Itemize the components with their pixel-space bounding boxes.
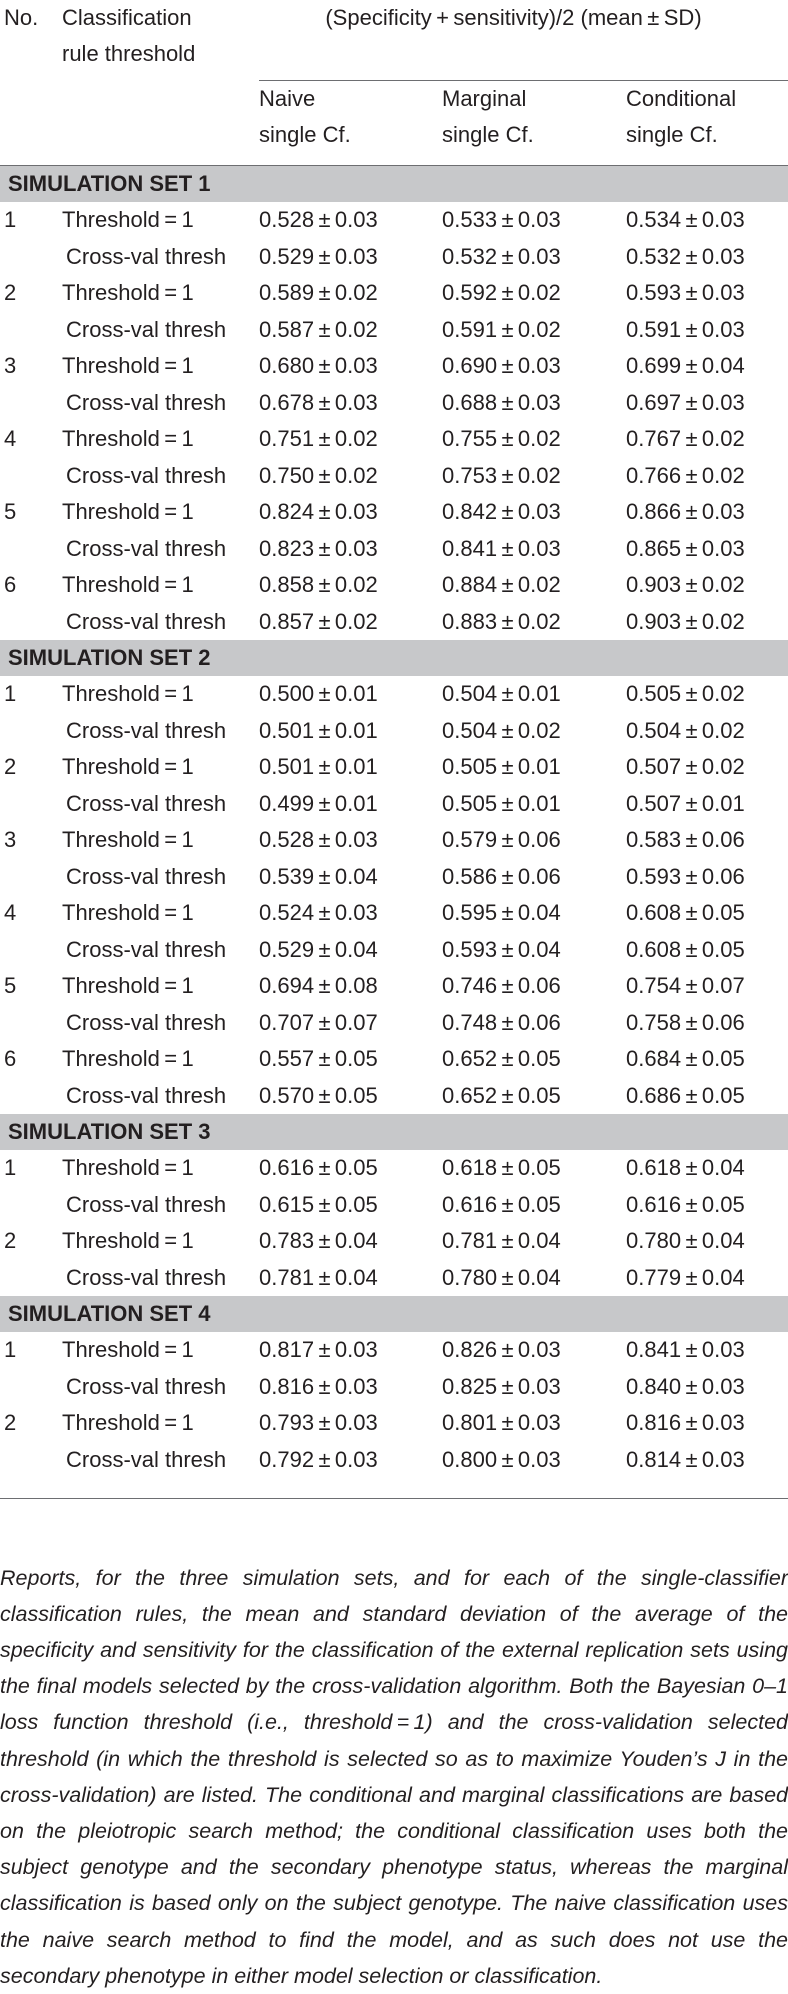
marginal-value: 0.532 ± 0.03 [442, 243, 561, 269]
table-row [0, 385, 788, 422]
marginal-value: 0.595 ± 0.04 [442, 900, 561, 925]
row-number [0, 1442, 62, 1479]
table-row [0, 676, 788, 713]
naive-value: 0.616 ± 0.05 [259, 1155, 378, 1180]
naive-value: 0.570 ± 0.05 [259, 1082, 378, 1108]
table-row [0, 786, 788, 823]
rule-cell: Cross-val thresh [66, 389, 227, 415]
header-rule [62, 0, 259, 81]
rule-cell: Threshold = 1 [62, 426, 194, 451]
row-number: 6 [4, 572, 17, 597]
conditional-value: 0.903 ± 0.02 [626, 608, 745, 634]
marginal-value: 0.841 ± 0.03 [442, 535, 561, 561]
marginal-value: 0.690 ± 0.03 [442, 353, 561, 378]
rule-cell: Cross-val thresh [66, 316, 227, 342]
table-row [0, 421, 788, 458]
naive-value: 0.781 ± 0.04 [259, 1264, 378, 1290]
row-number [0, 786, 62, 823]
row-number [0, 1005, 62, 1042]
rule-cell: Cross-val thresh [66, 790, 227, 816]
table-row [0, 859, 788, 896]
row-number [0, 239, 62, 276]
conditional-value: 0.841 ± 0.03 [626, 1337, 745, 1362]
header-conditional-line2: single Cf. [626, 122, 718, 147]
table-row [0, 604, 788, 641]
row-number: 4 [4, 426, 17, 451]
conditional-value: 0.903 ± 0.02 [626, 572, 745, 597]
table-row [0, 312, 788, 349]
rule-cell: Threshold = 1 [62, 1410, 194, 1435]
conditional-value: 0.532 ± 0.03 [626, 243, 745, 269]
table-header [0, 0, 788, 166]
marginal-value: 0.780 ± 0.04 [442, 1264, 561, 1290]
table-bottom-rule [0, 1478, 788, 1499]
marginal-value: 0.800 ± 0.03 [442, 1446, 561, 1472]
row-number [0, 531, 62, 568]
row-number: 1 [4, 1337, 17, 1362]
table-caption: Reports, for the three simulation sets, and for each of the single-classifier classification rules, the mean and standard deviation of the average of the specificity and sensitivity for the classification of the external replication sets using the final models selected by the cross-validation algorithm. Both the Bayesian 0–1 loss function threshold (i.e., threshold = 1) and the cross-validation selected threshold (in which the threshold is selected so as to maximize Youden’s J in the cross-validation) are listed. The conditional and marginal classifications are based on the pleiotropic search method; the conditional classification uses both the subject genotype and the secondary phenotype status, whereas the marginal classification is based only on the subject genotype. The naive classification uses the naive search method to find the model, and as such does not use the secondary phenotype in either model selection or classification. [0, 1565, 788, 1988]
conditional-value: 0.814 ± 0.03 [626, 1446, 745, 1472]
rule-cell: Cross-val thresh [66, 1264, 227, 1290]
header-rule-line2: rule threshold [62, 41, 196, 66]
section-row [0, 640, 788, 676]
row-number [0, 458, 62, 495]
marginal-value: 0.826 ± 0.03 [442, 1337, 561, 1362]
header-naive-line1: Naive [259, 86, 316, 111]
row-number: 2 [4, 280, 17, 305]
rule-cell: Cross-val thresh [66, 717, 227, 743]
conditional-value: 0.766 ± 0.02 [626, 462, 745, 488]
rule-cell: Cross-val thresh [66, 535, 227, 561]
row-number: 2 [4, 1228, 17, 1253]
rule-cell: Threshold = 1 [62, 207, 194, 232]
conditional-value: 0.697 ± 0.03 [626, 389, 745, 415]
table-row [0, 1405, 788, 1442]
table-body [0, 166, 788, 1499]
header-marginal [442, 81, 626, 154]
conditional-value: 0.583 ± 0.06 [626, 827, 745, 852]
header-marginal-line2: single Cf. [442, 122, 534, 147]
naive-value: 0.557 ± 0.05 [259, 1046, 378, 1071]
naive-value: 0.500 ± 0.01 [259, 681, 378, 706]
conditional-value: 0.608 ± 0.05 [626, 936, 745, 962]
table-row [0, 822, 788, 859]
row-number: 2 [4, 1410, 17, 1435]
row-number: 3 [4, 353, 17, 378]
table-row [0, 1078, 788, 1115]
rule-cell: Cross-val thresh [66, 1082, 227, 1108]
naive-value: 0.524 ± 0.03 [259, 900, 378, 925]
conditional-value: 0.780 ± 0.04 [626, 1228, 745, 1253]
row-number: 3 [4, 827, 17, 852]
conditional-value: 0.507 ± 0.01 [626, 790, 745, 816]
section-row [0, 166, 788, 203]
rule-cell: Cross-val thresh [66, 936, 227, 962]
rule-cell: Cross-val thresh [66, 1446, 227, 1472]
naive-value: 0.858 ± 0.02 [259, 572, 378, 597]
marginal-value: 0.842 ± 0.03 [442, 499, 561, 524]
conditional-value: 0.608 ± 0.05 [626, 900, 745, 925]
naive-value: 0.823 ± 0.03 [259, 535, 378, 561]
row-number: 1 [4, 207, 17, 232]
marginal-value: 0.505 ± 0.01 [442, 754, 561, 779]
row-number [0, 932, 62, 969]
marginal-value: 0.884 ± 0.02 [442, 572, 561, 597]
naive-value: 0.539 ± 0.04 [259, 863, 378, 889]
marginal-value: 0.753 ± 0.02 [442, 462, 561, 488]
table-row [0, 1150, 788, 1187]
conditional-value: 0.534 ± 0.03 [626, 207, 745, 232]
header-no: No. [4, 5, 39, 30]
table-row [0, 1187, 788, 1224]
rule-cell: Threshold = 1 [62, 499, 194, 524]
table-row [0, 1041, 788, 1078]
rule-cell: Threshold = 1 [62, 1337, 194, 1362]
section-title: SIMULATION SET 1 [0, 166, 788, 203]
marginal-value: 0.801 ± 0.03 [442, 1410, 561, 1435]
table-row [0, 1005, 788, 1042]
row-number: 1 [4, 681, 17, 706]
table-row [0, 1223, 788, 1260]
conditional-value: 0.779 ± 0.04 [626, 1264, 745, 1290]
table-row [0, 1332, 788, 1369]
naive-value: 0.501 ± 0.01 [259, 717, 378, 743]
naive-value: 0.783 ± 0.04 [259, 1228, 378, 1253]
marginal-value: 0.781 ± 0.04 [442, 1228, 561, 1253]
marginal-value: 0.504 ± 0.01 [442, 681, 561, 706]
naive-value: 0.680 ± 0.03 [259, 353, 378, 378]
marginal-value: 0.592 ± 0.02 [442, 280, 561, 305]
table-row [0, 749, 788, 786]
marginal-value: 0.618 ± 0.05 [442, 1155, 561, 1180]
naive-value: 0.589 ± 0.02 [259, 280, 378, 305]
section-row [0, 1114, 788, 1150]
header-metric: (Specificity + sensitivity)/2 (mean ± SD) [325, 5, 702, 30]
row-number: 6 [4, 1046, 17, 1071]
conditional-value: 0.699 ± 0.04 [626, 353, 745, 378]
naive-value: 0.816 ± 0.03 [259, 1373, 378, 1399]
naive-value: 0.707 ± 0.07 [259, 1009, 378, 1035]
section-title: SIMULATION SET 3 [0, 1114, 788, 1150]
naive-value: 0.587 ± 0.02 [259, 316, 378, 342]
naive-value: 0.501 ± 0.01 [259, 754, 378, 779]
naive-value: 0.528 ± 0.03 [259, 207, 378, 232]
marginal-value: 0.616 ± 0.05 [442, 1191, 561, 1217]
naive-value: 0.678 ± 0.03 [259, 389, 378, 415]
naive-value: 0.529 ± 0.03 [259, 243, 378, 269]
marginal-value: 0.652 ± 0.05 [442, 1046, 561, 1071]
conditional-value: 0.504 ± 0.02 [626, 717, 745, 743]
rule-cell: Threshold = 1 [62, 681, 194, 706]
section-title: SIMULATION SET 4 [0, 1296, 788, 1332]
rule-cell: Threshold = 1 [62, 754, 194, 779]
conditional-value: 0.816 ± 0.03 [626, 1410, 745, 1435]
rule-cell: Cross-val thresh [66, 1191, 227, 1217]
conditional-value: 0.593 ± 0.06 [626, 863, 745, 889]
rule-cell: Threshold = 1 [62, 1046, 194, 1071]
marginal-value: 0.504 ± 0.02 [442, 717, 561, 743]
row-number: 2 [4, 754, 17, 779]
table-row [0, 239, 788, 276]
header-conditional-line1: Conditional [626, 86, 737, 111]
row-number: 5 [4, 499, 17, 524]
marginal-value: 0.746 ± 0.06 [442, 973, 561, 998]
table-row [0, 458, 788, 495]
table-row [0, 275, 788, 312]
rule-cell: Threshold = 1 [62, 1155, 194, 1180]
rule-cell: Threshold = 1 [62, 900, 194, 925]
conditional-value: 0.767 ± 0.02 [626, 426, 745, 451]
rule-cell: Cross-val thresh [66, 1373, 227, 1399]
marginal-value: 0.755 ± 0.02 [442, 426, 561, 451]
table-row [0, 531, 788, 568]
row-number: 4 [4, 900, 17, 925]
rule-cell: Cross-val thresh [66, 243, 227, 269]
rule-cell: Cross-val thresh [66, 1009, 227, 1035]
conditional-value: 0.505 ± 0.02 [626, 681, 745, 706]
naive-value: 0.857 ± 0.02 [259, 608, 378, 634]
naive-value: 0.529 ± 0.04 [259, 936, 378, 962]
rule-cell: Threshold = 1 [62, 572, 194, 597]
table-row [0, 895, 788, 932]
naive-value: 0.751 ± 0.02 [259, 426, 378, 451]
marginal-value: 0.593 ± 0.04 [442, 936, 561, 962]
row-number [0, 1187, 62, 1224]
marginal-value: 0.533 ± 0.03 [442, 207, 561, 232]
conditional-value: 0.865 ± 0.03 [626, 535, 745, 561]
table-row [0, 968, 788, 1005]
marginal-value: 0.586 ± 0.06 [442, 863, 561, 889]
table-row [0, 1260, 788, 1297]
naive-value: 0.824 ± 0.03 [259, 499, 378, 524]
naive-value: 0.499 ± 0.01 [259, 790, 378, 816]
row-number [0, 604, 62, 641]
conditional-value: 0.686 ± 0.05 [626, 1082, 745, 1108]
section-row [0, 1296, 788, 1332]
row-number [0, 859, 62, 896]
conditional-value: 0.684 ± 0.05 [626, 1046, 745, 1071]
header-conditional [626, 81, 788, 154]
marginal-value: 0.748 ± 0.06 [442, 1009, 561, 1035]
row-number [0, 312, 62, 349]
rule-cell: Cross-val thresh [66, 608, 227, 634]
header-rule-line1: Classification [62, 5, 192, 30]
table-row [0, 1369, 788, 1406]
rule-cell: Threshold = 1 [62, 827, 194, 852]
conditional-value: 0.840 ± 0.03 [626, 1373, 745, 1399]
naive-value: 0.750 ± 0.02 [259, 462, 378, 488]
row-number [0, 385, 62, 422]
marginal-value: 0.883 ± 0.02 [442, 608, 561, 634]
row-number: 5 [4, 973, 17, 998]
rule-cell: Threshold = 1 [62, 353, 194, 378]
rule-cell: Cross-val thresh [66, 462, 227, 488]
marginal-value: 0.505 ± 0.01 [442, 790, 561, 816]
naive-value: 0.817 ± 0.03 [259, 1337, 378, 1362]
conditional-value: 0.616 ± 0.05 [626, 1191, 745, 1217]
header-marginal-line1: Marginal [442, 86, 527, 111]
row-number [0, 1369, 62, 1406]
marginal-value: 0.591 ± 0.02 [442, 316, 561, 342]
header-naive-line2: single Cf. [259, 122, 351, 147]
row-number [0, 1078, 62, 1115]
table-row [0, 567, 788, 604]
table-row [0, 202, 788, 239]
conditional-value: 0.758 ± 0.06 [626, 1009, 745, 1035]
conditional-value: 0.866 ± 0.03 [626, 499, 745, 524]
table-row [0, 932, 788, 969]
rule-cell: Threshold = 1 [62, 1228, 194, 1253]
header-naive [259, 81, 442, 154]
conditional-value: 0.618 ± 0.04 [626, 1155, 745, 1180]
marginal-value: 0.825 ± 0.03 [442, 1373, 561, 1399]
naive-value: 0.528 ± 0.03 [259, 827, 378, 852]
rule-cell: Threshold = 1 [62, 973, 194, 998]
row-number: 1 [4, 1155, 17, 1180]
naive-value: 0.793 ± 0.03 [259, 1410, 378, 1435]
section-title: SIMULATION SET 2 [0, 640, 788, 676]
table-row [0, 494, 788, 531]
table-row [0, 1442, 788, 1479]
marginal-value: 0.688 ± 0.03 [442, 389, 561, 415]
conditional-value: 0.593 ± 0.03 [626, 280, 745, 305]
row-number [0, 713, 62, 750]
rule-cell: Threshold = 1 [62, 280, 194, 305]
naive-value: 0.615 ± 0.05 [259, 1191, 378, 1217]
conditional-value: 0.507 ± 0.02 [626, 754, 745, 779]
row-number [0, 1260, 62, 1297]
table-row [0, 348, 788, 385]
naive-value: 0.792 ± 0.03 [259, 1446, 378, 1472]
marginal-value: 0.652 ± 0.05 [442, 1082, 561, 1108]
rule-cell: Cross-val thresh [66, 863, 227, 889]
conditional-value: 0.591 ± 0.03 [626, 316, 745, 342]
table-row [0, 713, 788, 750]
marginal-value: 0.579 ± 0.06 [442, 827, 561, 852]
conditional-value: 0.754 ± 0.07 [626, 973, 745, 998]
naive-value: 0.694 ± 0.08 [259, 973, 378, 998]
